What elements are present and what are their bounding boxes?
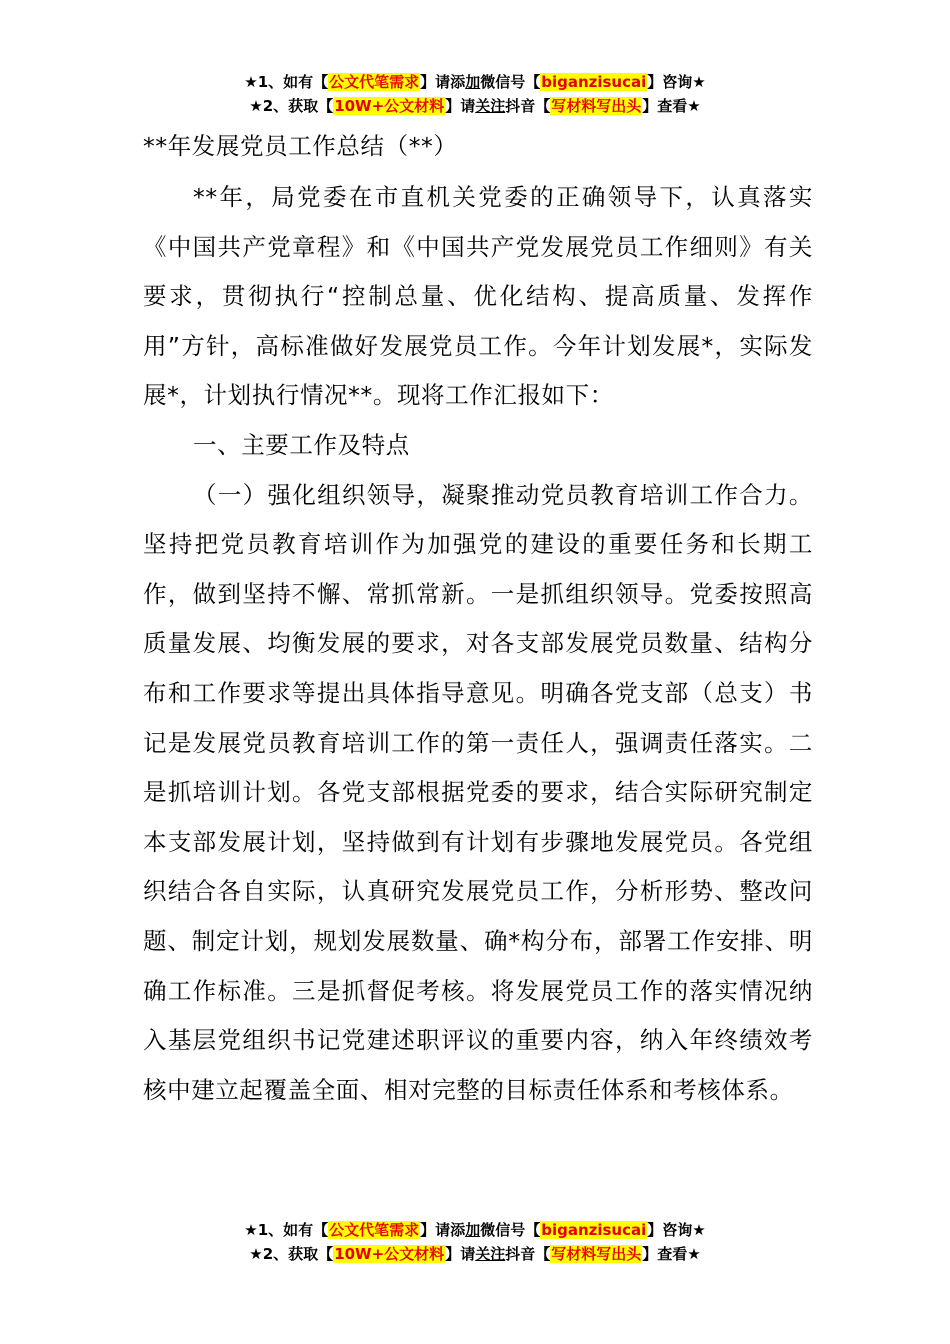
highlight-text: 公文代笔需求: [329, 73, 420, 91]
promo-banner-bottom: [0, 1218, 950, 1266]
section-heading: 一、主要工作及特点: [193, 430, 410, 459]
promo-line-1: ★1、如有【公文代笔需求】请添加微信号【biganzisucai】咨询★: [244, 73, 706, 91]
highlight-text: 10W+公文材料: [334, 97, 445, 115]
highlight-text: 10W+公文材料: [334, 1245, 445, 1263]
promo-line-1: ★1、如有【公文代笔需求】请添加微信号【biganzisucai】咨询★: [244, 1221, 706, 1239]
intro-paragraph: **年，局党委在市直机关党委的正确领导下，认真落实《中国共产党章程》和《中国共产党发展党员工作细则》有关要求，贯彻执行“控制总量、优化结构、提高质量、发挥作用”方针，高标准做好发展党员工作。今年计划发展*，实际发展*，计划执行情况**。现将工作汇报如下：: [143, 183, 813, 410]
promo-line-2: ★2、获取【10W+公文材料】请关注抖音【写材料写出头】查看★: [249, 1245, 701, 1263]
douyin-account-highlight: 写材料写出头: [551, 97, 642, 115]
highlight-text: 公文代笔需求: [329, 1221, 420, 1239]
underlined-text: 关注: [475, 97, 506, 115]
wechat-id-highlight: biganzisucai: [541, 73, 647, 91]
body-paragraph: （一）强化组织领导，凝聚推动党员教育培训工作合力。坚持把党员教育培训作为加强党的建设的重要任务和长期工作，做到坚持不懈、常抓常新。一是抓组织领导。党委按照高质量发展、均衡发展的要求，对各支部发展党员数量、结构分布和工作要求等提出具体指导意见。明确各党支部（总支）书记是发展党员教育培训工作的第一责任人，强调责任落实。二是抓培训计划。各党支部根据党委的要求，结合实际研究制定本支部发展计划，坚持做到有计划有步骤地发展党员。各党组织结合各自实际，认真研究发展党员工作，分析形势、整改问题、制定计划，规划发展数量、确*构分布，部署工作安排、明确工作标准。三是抓督促考核。将发展党员工作的落实情况纳入基层党组织书记党建述职评议的重要内容，纳入年终绩效考核中建立起覆盖全面、相对完整的目标责任体系和考核体系。: [143, 480, 813, 1104]
document-title: **年发展党员工作总结（**）: [143, 132, 458, 160]
promo-banner-top: [0, 70, 950, 118]
promo-line-2: ★2、获取【10W+公文材料】请关注抖音【写材料写出头】查看★: [249, 97, 701, 115]
douyin-account-highlight: 写材料写出头: [551, 1245, 642, 1263]
underlined-text: 关注: [475, 1245, 506, 1263]
underlined-text: 加: [465, 1221, 481, 1239]
document-body: [143, 119, 813, 1115]
wechat-id-highlight: biganzisucai: [541, 1221, 647, 1239]
underlined-text: 加: [465, 73, 481, 91]
